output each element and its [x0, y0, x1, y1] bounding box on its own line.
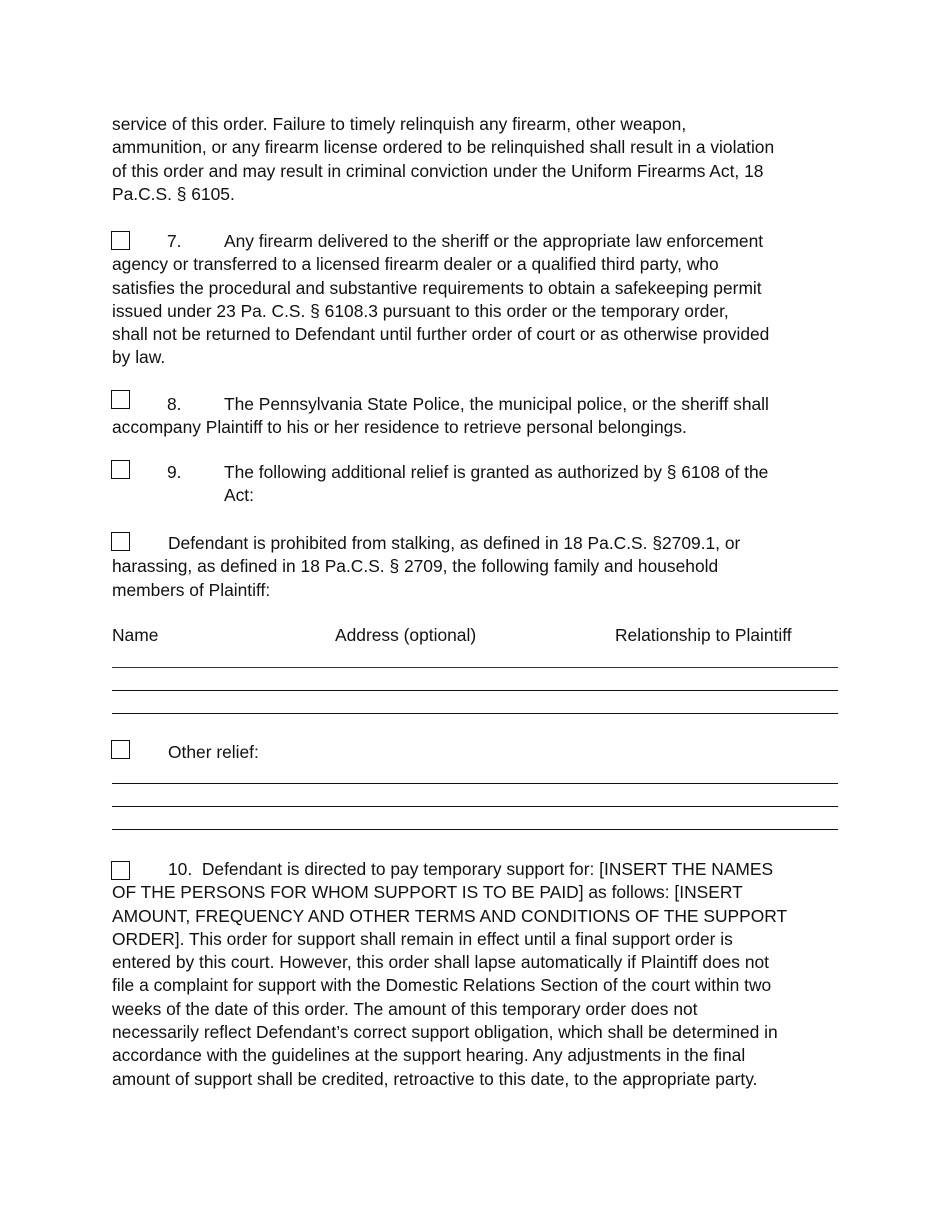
members-entry-line[interactable]	[112, 690, 838, 691]
column-header-address: Address (optional)	[335, 625, 477, 645]
text-line: Act:	[224, 485, 254, 506]
text-line: Pa.C.S. § 6105.	[112, 183, 235, 204]
text-line: necessarily reflect Defendant’s correct support obligation, which shall be determined in	[112, 1022, 778, 1043]
other-relief-entry-line[interactable]	[112, 806, 838, 807]
intro-paragraph	[112, 113, 847, 206]
text-line: shall not be returned to Defendant until further order of court or as otherwise provided	[112, 324, 770, 345]
text-line: ammunition, or any firearm license ordered to be relinquished shall result in a violation	[112, 137, 775, 158]
members-entry-line[interactable]	[112, 713, 838, 714]
column-header-relationship: Relationship to Plaintiff	[615, 625, 792, 645]
text-line: members of Plaintiff:	[112, 579, 271, 600]
text-line: Defendant is prohibited from stalking, as defined in 18 Pa.C.S. §2709.1, or	[168, 533, 741, 553]
stalking-paragraph	[112, 532, 847, 602]
text-line: agency or transferred to a licensed firearm dealer or a qualified third party, who	[112, 254, 719, 275]
text-line: OF THE PERSONS FOR WHOM SUPPORT IS TO BE PAID] as follows: [INSERT	[112, 882, 743, 903]
item-7-number: 7.	[167, 231, 182, 251]
other-relief-label: Other relief:	[168, 742, 259, 762]
text-line: file a complaint for support with the Domestic Relations Section of the court within two	[112, 975, 772, 996]
item-8-paragraph	[112, 393, 847, 440]
text-line: ORDER]. This order for support shall remain in effect until a final support order is	[112, 928, 733, 949]
item-8-number: 8.	[167, 394, 182, 414]
item-10-number: 10.	[168, 859, 193, 879]
text-line: AMOUNT, FREQUENCY AND OTHER TERMS AND CONDITIONS OF THE SUPPORT	[112, 905, 788, 926]
item-7-paragraph	[112, 230, 847, 370]
text-line: weeks of the date of this order. The amount of this temporary order does not	[112, 998, 698, 1019]
text-line: entered by this court. However, this order shall lapse automatically if Plaintiff does not	[112, 952, 769, 973]
text-line: accompany Plaintiff to his or her residence to retrieve personal belongings.	[112, 417, 687, 438]
other-relief-entry-line[interactable]	[112, 829, 838, 830]
other-relief-entry-line[interactable]	[112, 783, 838, 784]
text-line: The Pennsylvania State Police, the municipal police, or the sheriff shall	[224, 394, 769, 414]
text-line: issued under 23 Pa. C.S. § 6108.3 pursuant to this order or the temporary order,	[112, 300, 729, 321]
text-line: satisfies the procedural and substantive requirements to obtain a safekeeping permit	[112, 277, 762, 298]
text-line: by law.	[112, 347, 166, 368]
text-line: The following additional relief is granted as authorized by § 6108 of the	[224, 462, 769, 482]
text-line: Defendant is directed to pay temporary support for: [INSERT THE NAMES	[201, 859, 774, 879]
column-header-name: Name	[112, 625, 159, 645]
text-line: amount of support shall be credited, retroactive to this date, to the appropriate party.	[112, 1068, 758, 1089]
text-line: Any firearm delivered to the sheriff or the appropriate law enforcement	[224, 231, 764, 251]
item-9-number: 9.	[167, 462, 182, 482]
text-line: harassing, as defined in 18 Pa.C.S. § 2709, the following family and household	[112, 556, 719, 577]
item-10-paragraph	[112, 858, 847, 1091]
other-relief-checkbox[interactable]	[111, 740, 130, 759]
item-9-paragraph	[112, 461, 847, 508]
text-line: accordance with the guidelines at the support hearing. Any adjustments in the final	[112, 1045, 746, 1066]
members-entry-line[interactable]	[112, 667, 838, 668]
text-line: of this order and may result in criminal conviction under the Uniform Firearms Act, 18	[112, 160, 764, 181]
text-line: service of this order. Failure to timely relinquish any firearm, other weapon,	[112, 114, 687, 134]
